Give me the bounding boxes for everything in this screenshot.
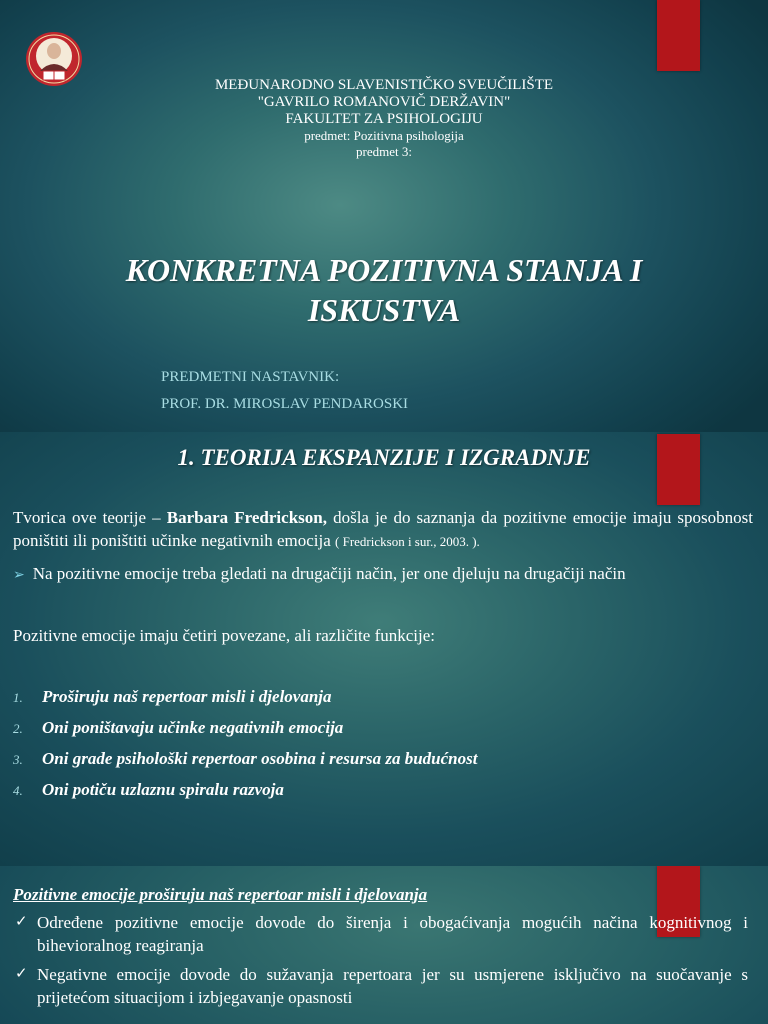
list-item-text: Oni potiču uzlaznu spiralu razvoja bbox=[42, 780, 284, 799]
arrow-bullet-item bbox=[13, 562, 753, 587]
list-item bbox=[13, 685, 733, 716]
list-number: 3. bbox=[13, 752, 23, 767]
list-item bbox=[13, 747, 733, 778]
functions-list bbox=[13, 685, 733, 809]
list-item-text: Oni poništavaju učinke negativnih emocija bbox=[42, 718, 344, 737]
header-subject-number: predmet 3: bbox=[356, 144, 412, 159]
teacher-block bbox=[161, 364, 408, 418]
teacher-label: PREDMETNI NASTAVNIK: bbox=[161, 369, 340, 385]
list-item-text: Negativne emocije dovode do sužavanja repertoara jer su usmjerene isključivo na suočavanje s prijetećom situacijom i izbjegavanje opasnosti bbox=[37, 965, 748, 1007]
intro-text-start: Tvorica ove teorije – bbox=[13, 508, 167, 527]
slide-heading: Pozitivne emocije proširuju naš repertoar misli i djelovanja bbox=[13, 885, 428, 904]
functions-intro: Pozitivne emocije imaju četiri povezane, ali različite funkcije: bbox=[13, 626, 435, 645]
slide-heading: 1. TEORIJA EKSPANZIJE I IZGRADNJE bbox=[177, 445, 591, 470]
checkmark-icon: ✓ bbox=[15, 914, 28, 930]
list-number: 2. bbox=[13, 721, 23, 736]
intro-text-end: došla je do saznanja da pozitivne emocije imaju sposobnost poništiti ili poništiti učinke negativnih emocija bbox=[13, 508, 753, 550]
list-item bbox=[13, 963, 748, 1009]
list-number: 1. bbox=[13, 690, 23, 705]
teacher-name: PROF. DR. MIROSLAV PENDAROSKI bbox=[161, 396, 409, 412]
title-line-2: ISKUSTVA bbox=[307, 292, 461, 328]
expansion-slide bbox=[0, 866, 768, 1024]
header-line-name: "GAVRILO ROMANOVIČ DERŽAVIN" bbox=[257, 94, 511, 110]
intro-paragraph bbox=[13, 506, 753, 553]
list-item bbox=[13, 716, 733, 747]
list-item-text: Proširuju naš repertoar misli i djelovanja bbox=[42, 687, 332, 706]
bullet-text: Na pozitivne emocije treba gledati na drugačiji način, jer one djeluju na drugačiji način bbox=[32, 564, 626, 583]
list-number: 4. bbox=[13, 783, 23, 798]
checkmark-icon: ✓ bbox=[15, 966, 28, 982]
institution-header bbox=[0, 77, 768, 160]
presentation-title bbox=[60, 250, 708, 330]
title-slide bbox=[0, 0, 768, 432]
theory-slide bbox=[0, 432, 768, 866]
list-item-text: Određene pozitivne emocije dovode do širenja i obogaćivanja mogućih načina kognitivnog i bihevioralnog reagiranja bbox=[37, 913, 748, 955]
header-line-university: MEĐUNARODNO SLAVENISTIČKO SVEUČILIŠTE bbox=[214, 77, 554, 93]
arrow-bullet-icon: ➢ bbox=[13, 568, 25, 583]
red-accent-bar bbox=[657, 0, 700, 71]
header-line-faculty: FAKULTET ZA PSIHOLOGIJU bbox=[285, 111, 483, 127]
author-name: Barbara Fredrickson, bbox=[166, 508, 327, 527]
list-item bbox=[13, 911, 748, 957]
list-item-text: Oni grade psihološki repertoar osobina i resursa za budućnost bbox=[42, 749, 478, 768]
check-list bbox=[13, 911, 748, 1015]
citation: ( Fredrickson i sur., 2003. ). bbox=[335, 534, 480, 549]
list-item bbox=[13, 778, 733, 809]
title-line-1: KONKRETNA POZITIVNA STANJA I bbox=[125, 252, 643, 288]
header-subject: predmet: Pozitivna psihologija bbox=[304, 128, 464, 143]
